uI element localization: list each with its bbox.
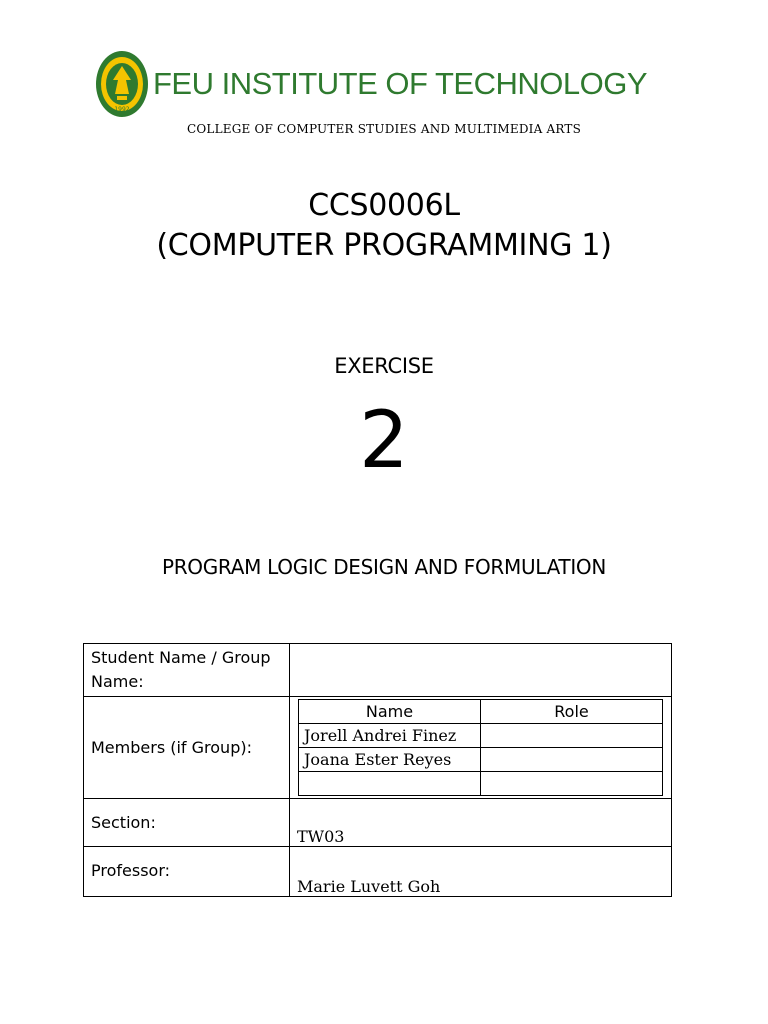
professor-value: Marie Luvett Goh [290,847,672,897]
exercise-title: PROGRAM LOGIC DESIGN AND FORMULATION [161,555,607,579]
section-label: Section: [84,799,290,847]
members-header-row [299,700,663,724]
svg-text:1992: 1992 [114,106,130,113]
member-name: Jorell Andrei Finez [299,724,481,748]
student-name-row [84,644,672,697]
members-row [84,697,672,799]
member-role [481,772,663,796]
professor-label: Professor: [84,847,290,897]
exercise-label: EXERCISE [334,354,434,378]
institution-name: FEU INSTITUTE OF TECHNOLOGY [153,66,648,101]
member-row [299,724,663,748]
members-label: Members (if Group): [84,697,290,799]
course-name: (COMPUTER PROGRAMMING 1) [156,228,612,263]
member-role [481,724,663,748]
header [95,50,647,118]
members-header-role: Role [481,700,663,724]
exercise-number: 2 [359,396,409,486]
professor-row [84,847,672,897]
institution-seal-icon [95,50,149,118]
member-row [299,772,663,796]
members-header-name: Name [299,700,481,724]
student-name-label: Student Name / Group Name: [84,644,290,697]
section-value: TW03 [290,799,672,847]
section-row [84,799,672,847]
member-role [481,748,663,772]
member-name: Joana Ester Reyes [299,748,481,772]
members-cell [290,697,672,799]
course-code: CCS0006L [308,188,460,223]
member-row [299,748,663,772]
student-name-value [290,644,672,697]
member-name [299,772,481,796]
members-table [298,699,663,796]
college-name: COLLEGE OF COMPUTER STUDIES AND MULTIMEDIA ARTS [187,122,581,136]
student-info-table [83,643,672,897]
